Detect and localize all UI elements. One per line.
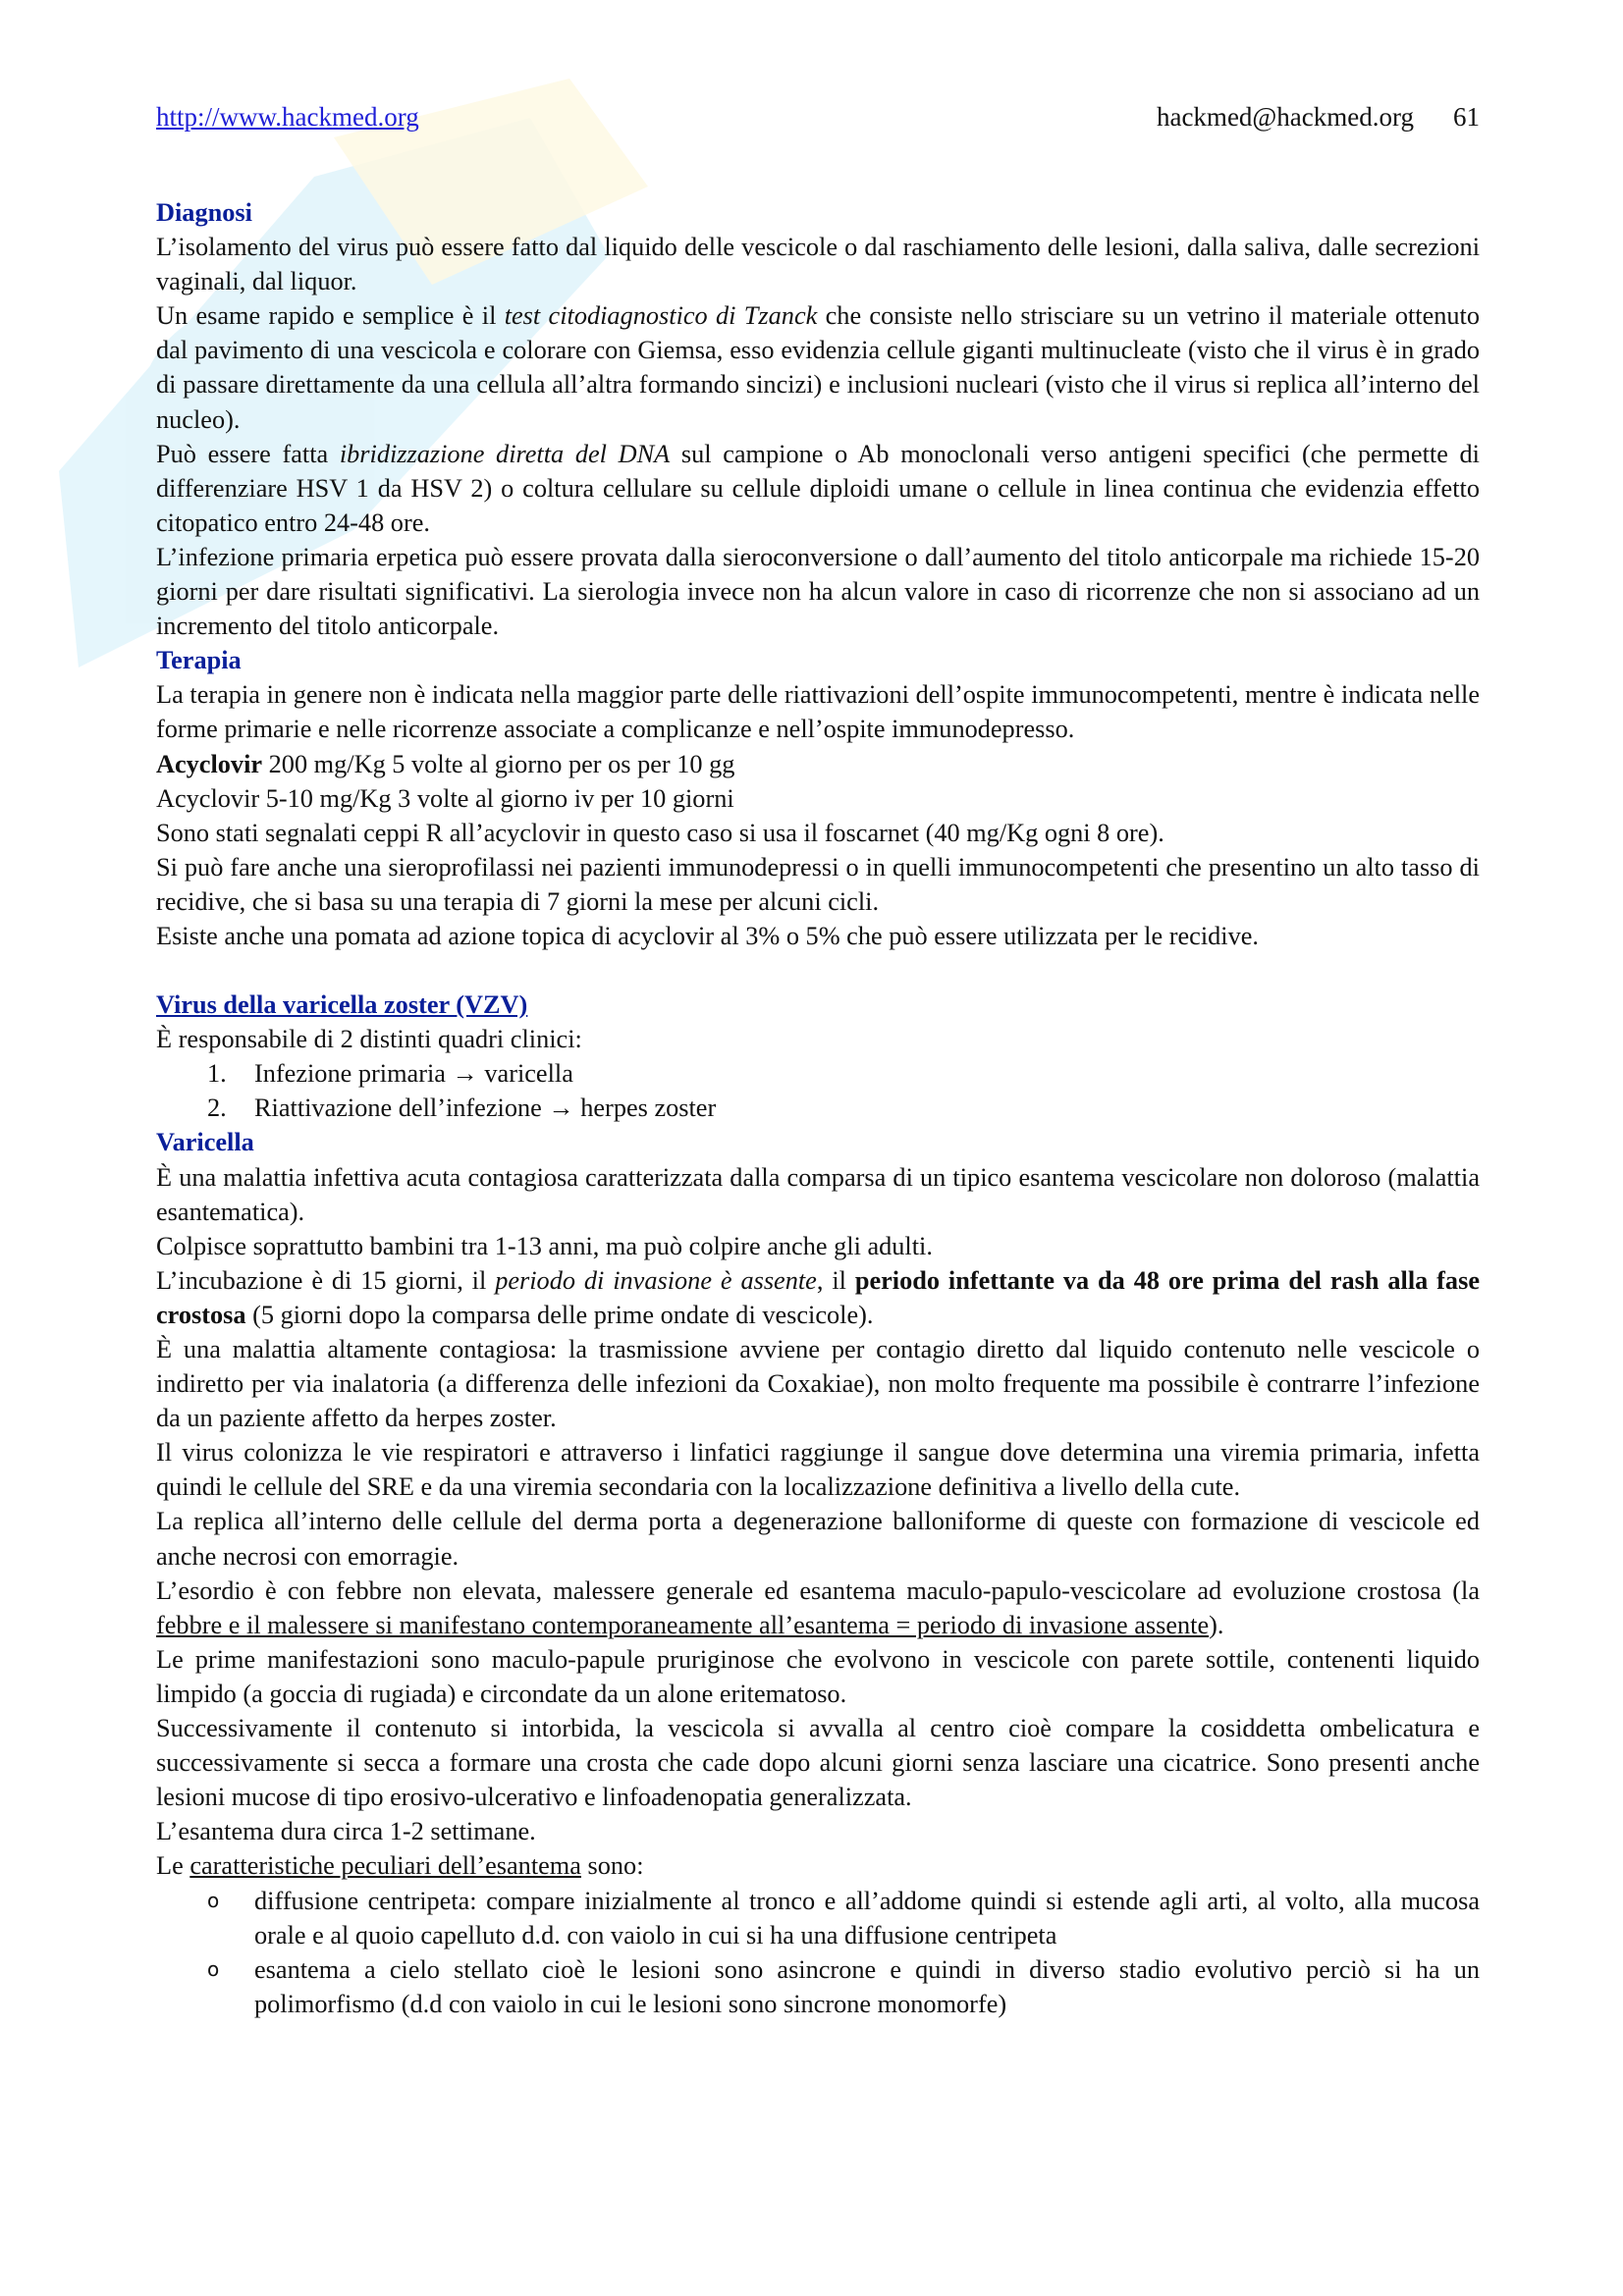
varicella-paragraph-7 <box>156 1574 1480 1642</box>
italic-term: test citodiagnostico di Tzanck <box>504 301 818 331</box>
header-email: hackmed@hackmed.org <box>1156 102 1414 132</box>
terapia-paragraph-4: Sono stati segnalati ceppi R all’acyclovir in questo caso si usa il foscarnet (40 mg/Kg ogni 8 ore). <box>156 818 1164 847</box>
section-varicella <box>156 1125 1480 2020</box>
bold-term: periodo infettante va da 48 ore prima del rash alla fase crostosa <box>156 1265 1480 1329</box>
heading-diagnosi: Diagnosi <box>156 198 252 227</box>
section-terapia <box>156 643 1480 953</box>
list-text: Infezione primaria → varicella <box>254 1059 573 1089</box>
text-run: (5 giorni dopo la comparsa delle prime ondate di vescicole). <box>245 1300 874 1329</box>
diagnosi-paragraph-3 <box>156 437 1480 540</box>
section-gap <box>156 953 1480 988</box>
text-run: sono: <box>580 1851 644 1881</box>
terapia-paragraph-1: La terapia in genere non è indicata nella maggior parte delle riattivazioni dell’ospite immunocompetenti, mentre è indicata nelle forme primarie e nelle ricorrenze associate a complicanze e nell’ospite immunodepresso. <box>156 680 1480 744</box>
italic-term: ibridizzazione diretta del DNA <box>339 439 671 468</box>
underlined-term: caratteristiche peculiari dell’esantema <box>189 1851 581 1881</box>
varicella-paragraph-10: L’esantema dura circa 1-2 settimane. <box>156 1817 536 1846</box>
varicella-paragraph-4: È una malattia altamente contagiosa: la trasmissione avviene per contagio diretto dal liquido contenuto nelle vescicole o indiretto per via inalatoria (a differenza delle infezioni da Coxakiae), non molto frequente ma possibile è contrarre l’infezione da un paziente affetto da herpes zoster. <box>156 1335 1480 1433</box>
list-number: 1. <box>207 1059 227 1089</box>
text-run: L’esordio è con febbre non elevata, malessere generale ed esantema maculo-papulo-vescicolare ad evoluzione crostosa (la <box>156 1575 1480 1605</box>
section-vzv <box>156 988 1480 1125</box>
header-right <box>1157 97 1480 136</box>
text-run: sul campione o Ab monoclonali verso antigeni specifici (che permette di differenziare HSV 1 da HSV 2) o coltura cellulare su cellule diploidi umane o cellule in linea continua che evidenzia effetto citopatico entro 24-48 ore. <box>156 439 1480 537</box>
diagnosi-paragraph-2 <box>156 298 1480 436</box>
varicella-paragraph-2: Colpisce soprattutto bambini tra 1-13 anni, ma può colpire anche gli adulti. <box>156 1231 933 1260</box>
text-run: che consiste nello strisciare su un vetrino il materiale ottenuto dal pavimento di una vescicola e colorare con Giemsa, esso evidenzia cellule giganti multinucleate (visto che il virus è in grado di passare direttamente da una cellula all’altra formando sincizi) e inclusioni nucleari (visto che il virus si replica all’interno del nucleo). <box>156 301 1481 434</box>
site-link[interactable]: http://www.hackmed.org <box>156 102 419 132</box>
bullet-mark: o <box>207 1888 220 1912</box>
text-run: Può essere fatta <box>156 439 340 468</box>
list-text: Riattivazione dell’infezione → herpes zoster <box>254 1094 717 1123</box>
page-header <box>156 97 1480 140</box>
list-item <box>156 1884 1480 1952</box>
page-number: 61 <box>1453 102 1480 132</box>
list-text: diffusione centripeta: compare inizialmente al tronco e all’addome quindi si estende agli arti, al volto, alla mucosa orale e al quoio capelluto d.d. con vaiolo in cui si ha una diffusione centripeta <box>254 1886 1480 1949</box>
text-run: , il <box>816 1265 855 1295</box>
varicella-paragraph-11 <box>156 1848 1480 1883</box>
list-item <box>156 1056 1480 1091</box>
list-text: esantema a cielo stellato cioè le lesioni sono asincrone e quindi in diverso stadio evolutivo perciò si ha un polimorfismo (d.d con vaiolo in cui le lesioni sono sincrone monomorfe) <box>254 1954 1480 2018</box>
text-run: ). <box>1209 1610 1224 1639</box>
text-run: 200 mg/Kg 5 volte al giorno per os per 10 gg <box>262 749 735 778</box>
varicella-paragraph-3 <box>156 1263 1480 1332</box>
diagnosi-paragraph-1: L’isolamento del virus può essere fatto dal liquido delle vescicole o dal raschiamento delle lesioni, dalla saliva, dalle secrezioni vaginali, dal liquor. <box>156 233 1480 296</box>
varicella-paragraph-5: Il virus colonizza le vie respiratori e attraverso i linfatici raggiunge il sangue dove determina una viremia primaria, infetta quindi le cellule del SRE e da una viremia secondaria con la localizzazione definitiva a livello della cute. <box>156 1438 1480 1502</box>
varicella-paragraph-6: La replica all’interno delle cellule del derma porta a degenerazione balloniforme di queste con formazione di vescicole ed anche necrosi con emorragie. <box>156 1507 1480 1571</box>
bullet-mark: o <box>207 1956 220 1981</box>
terapia-paragraph-6: Esiste anche una pomata ad azione topica di acyclovir al 3% o 5% che può essere utilizzata per le recidive. <box>156 921 1259 950</box>
list-item <box>156 1091 1480 1125</box>
bold-drug: Acyclovir <box>156 749 263 778</box>
esantema-bullets <box>156 1884 1480 2021</box>
vzv-intro: È responsabile di 2 distinti quadri clinici: <box>156 1025 582 1054</box>
varicella-paragraph-9: Successivamente il contenuto si intorbida, la vescicola si avvalla al centro cioè compare la cosiddetta ombelicatura e successivamente si secca a formare una crosta che cade dopo alcuni giorni senza lasciare una cicatrice. Sono presenti anche lesioni mucose di tipo erosivo-ulcerativo e linfoadenopatia generalizzata. <box>156 1714 1480 1812</box>
terapia-paragraph-3: Acyclovir 5-10 mg/Kg 3 volte al giorno iv per 10 giorni <box>156 783 734 813</box>
terapia-paragraph-5: Si può fare anche una sieroprofilassi nei pazienti immunodepressi o in quelli immunocompetenti che presentino un alto tasso di recidive, che si basa su una terapia di 7 giorni la mese per alcuni cicli. <box>156 852 1480 916</box>
document-body <box>156 195 1480 2021</box>
heading-varicella: Varicella <box>156 1128 254 1157</box>
varicella-paragraph-1: È una malattia infettiva acuta contagiosa caratterizzata dalla comparsa di un tipico esantema vescicolare non doloroso (malattia esantematica). <box>156 1162 1480 1226</box>
text-run: L’incubazione è di 15 giorni, il <box>156 1265 496 1295</box>
underlined-term: febbre e il malessere si manifestano contemporaneamente all’esantema = periodo di invasione assente <box>156 1610 1210 1639</box>
heading-vzv: Virus della varicella zoster (VZV) <box>156 990 528 1020</box>
text-run: Le <box>156 1851 190 1881</box>
heading-terapia: Terapia <box>156 646 242 675</box>
diagnosi-paragraph-4: L’infezione primaria erpetica può essere provata dalla sieroconversione o dall’aumento del titolo anticorpale ma richiede 15-20 giorni per dare risultati significativi. La sierologia invece non ha alcun valore in caso di ricorrenze che non si associano ad un incremento del titolo anticorpale. <box>156 542 1480 641</box>
varicella-paragraph-8: Le prime manifestazioni sono maculo-papule pruriginose che evolvono in vescicole con parete sottile, contenenti liquido limpido (a goccia di rugiada) e circondate da un alone eritematoso. <box>156 1644 1480 1708</box>
list-item <box>156 1952 1480 2021</box>
vzv-list <box>156 1056 1480 1125</box>
section-diagnosi <box>156 195 1480 643</box>
italic-term: periodo di invasione è assente <box>495 1265 817 1295</box>
terapia-paragraph-2 <box>156 747 1480 781</box>
list-number: 2. <box>207 1094 227 1123</box>
text-run: Un esame rapido e semplice è il <box>156 301 505 331</box>
